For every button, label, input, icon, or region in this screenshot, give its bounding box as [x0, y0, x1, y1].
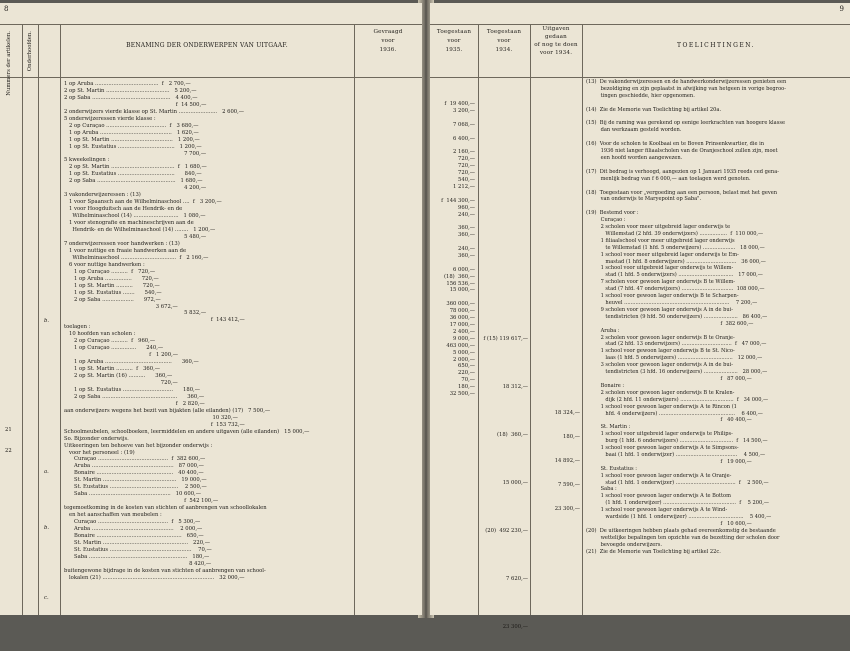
expense-line: 1 voor stenografie en machineschrijven aan de	[64, 220, 194, 227]
figure-cell: (18) 360,—	[443, 273, 475, 280]
expense-line: Curaçao .......................................... f 382 600,—	[64, 456, 206, 463]
note-line: (13) De vakonderwijzeressen en de handwerkonderwijzeressen genieten een	[586, 79, 787, 85]
note-line: (16) Voor de scholen te Koolbaai en te Boven Prinsenkwartier, die in	[586, 141, 765, 148]
note-line: (14) Zie de Memorie van Toelichting bij artikel 20a.	[586, 106, 722, 113]
note-line: 1 filiaalschool voor meer uitgebreid lager onderwijs	[586, 237, 735, 244]
note-line: f 19 000,—	[586, 458, 752, 465]
figures-spent	[530, 401, 580, 521]
note-line: dan werkzaam gesteld worden.	[586, 127, 682, 134]
expense-line: 1 op Aruba ................ 720,—	[64, 275, 159, 282]
expense-line: aan onderwijzers wegens het bezit van bijakten (alle eilanden) (17) 7 500,—	[64, 407, 271, 414]
note-line: f 87 000,—	[586, 375, 752, 382]
note-line: Curaçao :	[586, 217, 626, 224]
column-header-spent: Uitgaven gedaan of nog te doen voor 1934.	[534, 26, 578, 56]
figure-cell: 78 000,—	[449, 308, 475, 315]
header-rule-bottom	[0, 77, 422, 78]
note-line: (17) Dit bedrag is verhoogd, aangezien op 1 Januari 1935 reeds ced gena-	[586, 168, 779, 175]
figure-cell: f (15) 119 617,—	[483, 336, 528, 342]
note-line: 2 scholen voor gewoon lager onderwijs B te Oranje-	[586, 334, 735, 341]
expense-line: 2 op St. Martin (16) .......... 360,—	[64, 373, 173, 380]
figure-cell: 15 000,—	[449, 287, 475, 294]
note-line: wettelijke bepalingen ten opzichte van de bezetting der scholen door	[586, 534, 780, 541]
page-number: 9	[839, 5, 844, 13]
figure-cell: 14 892,—	[554, 458, 580, 464]
expense-line: 3 672,—	[64, 303, 178, 310]
figure-cell: 2 000,—	[453, 356, 475, 363]
note-line: 1 school voor uitgebreid lager onderwijs te Philips-	[586, 431, 733, 438]
figure-cell: 70,—	[461, 377, 475, 384]
note-line: Willemstad (2 hfd. 39 onderwijzers) ................. f 110 000,—	[586, 230, 764, 237]
figure-cell	[430, 142, 475, 149]
note-line: 1936 niet langer filiaalscholen van de Oranjeschool zullen zijn, moet	[586, 148, 778, 155]
expense-line: Schoolmeubelen, schoolboeken, leermiddelen en andere uitgaven (alle eilanden) 15 000,—	[64, 428, 310, 435]
page-number: 8	[4, 5, 9, 13]
note-line: mastad (1 hfd. 8 onderwijzers) ............................... 36 000,—	[586, 258, 766, 265]
figure-cell: 3 200,—	[449, 107, 475, 114]
expense-line: So. Bijzonder onderwijs.	[64, 435, 129, 442]
figure-cell: 720,—	[458, 170, 475, 177]
figure-cell: 650,—	[458, 363, 475, 370]
figure-cell: 463 000,—	[446, 342, 475, 349]
figure-cell: 18 312,—	[502, 384, 528, 390]
expense-line: f 542 100,—	[64, 498, 219, 505]
expense-line: Bonaire ................................................... 650,—	[64, 532, 204, 539]
figure-cell: f 19 400,—	[444, 101, 475, 107]
expense-line: 1 op St. Eustatius .................................. 840,—	[64, 171, 202, 178]
figure-cell: 7 620,—	[506, 576, 528, 582]
expense-line: 5 832,—	[64, 310, 207, 317]
note-line: hfd. 4 onderwijzers) ............................................... 6 400,—	[586, 410, 763, 417]
expense-line: 2 onderwijzers vierde klasse op St. Martin ....................... 2 600,—	[64, 108, 245, 115]
expense-line: buitengewone bijdrage in de kosten van stichten of aanbrengen van school-	[64, 567, 266, 574]
note-line: 1 school voor gewoon lager onderwijs A te Wind-	[586, 507, 728, 514]
note-line: (1 hfd. 1 onderwijzer) ............................................. f 5 200,—	[586, 500, 769, 507]
expense-line: f 153 732,—	[64, 421, 245, 428]
note-line: 2 scholen voor gewoon lager onderwijs B te Kralen-	[586, 389, 735, 396]
figure-cell: 360 000,—	[446, 301, 475, 308]
article-number: 22	[5, 448, 12, 454]
expense-line: 1 op Aruba ...................................... f 2 700,—	[64, 81, 191, 87]
figure-cell: 360,—	[458, 225, 475, 232]
note-line: van onderwijs te Maryepoint op Saba".	[586, 196, 702, 203]
figure-cell: 9 000,—	[453, 335, 475, 342]
figure-cell: 6 400,—	[453, 135, 475, 142]
column-header-1935: Toegestaan voor 1935.	[436, 29, 472, 53]
expense-line: 5 onderwijzeressen vierde klasse :	[64, 115, 156, 122]
note-line: f 382 600,—	[586, 320, 754, 327]
figure-cell: (18) 360,—	[496, 432, 528, 438]
header-rule-top	[0, 24, 422, 25]
note-line: 1 school voor gewoon lager onderwijs A te Simpsons-	[586, 445, 739, 452]
figures-1934	[478, 315, 528, 651]
expense-line: 1 op St. Martin .......... 720,—	[64, 282, 160, 289]
note-line: te Willemstad (1 hfd. 5 onderwijzers) .................... 18 000,—	[586, 244, 765, 251]
figure-cell: 36 000,—	[449, 315, 475, 322]
expense-line: 1 op St. Martin ..................................... 1 200,—	[64, 136, 200, 143]
note-line: stad (1 hfd. 1 onderwijzer) ..................................... f 2 500,—	[586, 479, 769, 486]
figure-cell	[430, 218, 475, 225]
expense-lines	[64, 81, 309, 582]
figure-cell: 17 000,—	[449, 322, 475, 328]
expense-line: 1 op St. Eustatius ....... 540,—	[64, 289, 162, 296]
subhead-label: b.	[44, 525, 50, 531]
note-line: 1 school voor gewoon lager onderwijs B te Scharpen-	[586, 293, 739, 300]
left-page	[0, 3, 422, 615]
figures-1935	[430, 101, 475, 398]
figure-cell: 23 300,—	[554, 506, 580, 512]
expense-line: St. Martin ................................................... 220,—	[64, 539, 210, 546]
expense-line: Saba ........................................................... 180,—	[64, 553, 210, 560]
expense-line: 1 voor Spaansch aan de Wilhelminaschool .... f 3 200,—	[64, 199, 222, 206]
note-line: 9 scholen voor gewoon lager onderwijs A in de bui-	[586, 306, 733, 313]
figure-cell: 7 068,—	[453, 121, 475, 128]
note-line: f 40 400,—	[586, 417, 752, 424]
expense-line: 8 420,—	[64, 560, 212, 567]
figure-cell: 1 212,—	[453, 183, 475, 190]
expense-line: f 1 200,—	[64, 352, 179, 359]
figure-cell: 6 000,—	[453, 266, 475, 273]
subhead-label: b.	[44, 318, 50, 324]
figure-cell	[430, 191, 475, 198]
figure-cell: 960,—	[458, 204, 475, 211]
column-header-notes: TOELICHTINGEN.	[676, 42, 756, 49]
expense-line: 2 op Saba ............................................... 1 680,—	[64, 178, 203, 185]
note-line: tendistricten (3 hfd. 16 onderwijzers) ..................... 28 000,—	[586, 369, 768, 376]
figure-cell: 240,—	[458, 211, 475, 218]
expense-line: f 14 500,—	[64, 101, 207, 108]
expense-line: 1 voor Hoogduitsch aan de Hendrik- en de	[64, 206, 183, 213]
figure-cell: (20) 492 230,—	[485, 528, 528, 534]
expense-line: f 2 820,—	[64, 400, 205, 407]
note-line: 1 school voor gewoon lager onderwijs A te Oranje-	[586, 472, 732, 479]
column-header-1934: Toegestaan voor 1934.	[486, 29, 522, 53]
expense-line: 2 op Curaçao .................................... f 3 680,—	[64, 122, 199, 129]
figure-cell: 15 000,—	[502, 480, 528, 486]
column-header-subject: BENAMING DER ONDERWERPEN VAN UITGAAF.	[126, 42, 288, 49]
note-line	[586, 183, 786, 190]
expense-line: 1 op Aruba ........................................ 360,—	[64, 359, 199, 366]
note-line: stad (2 hfd. 13 onderwijzers) ............................... f 47 000,—	[586, 341, 767, 348]
note-line: St. Eustatius :	[586, 465, 637, 472]
note-line: menlijk bedrag van f 6 000,— aan toelagen werd genoten.	[586, 175, 751, 182]
column-header-requested: Gevraagd voor 1936.	[373, 29, 403, 53]
subhead-label: c.	[44, 595, 49, 601]
expense-line: St. Eustatius ................................................. 70,—	[64, 546, 212, 553]
right-page	[430, 3, 850, 630]
expense-line: St. Eustatius ......................................... 2 500,—	[64, 484, 207, 491]
note-line: Bonaire :	[586, 382, 625, 389]
note-line: 1 school voor uitgebreid lager onderwijs te Willem-	[586, 265, 734, 272]
note-line: 7 scholen voor gewoon lager onderwijs B te Willem-	[586, 279, 736, 286]
note-line: St. Martin :	[586, 424, 631, 431]
figure-cell: f 144 300,—	[441, 197, 475, 204]
note-line: heuvel ................................................................. 7 200,—	[586, 300, 758, 306]
figure-cell: 180,—	[458, 384, 475, 391]
expense-line: 1 op St. Martin .......... f 360,—	[64, 366, 161, 373]
note-line: laas (1 hfd. 5 onderwijzers) .................................. 12 000,—	[586, 355, 763, 362]
note-line: wardside (1 hfd. 1 onderwijzer) .................................. 5 400,—	[586, 514, 772, 521]
subhead-label: a.	[44, 469, 49, 475]
expense-line: Bonaire .............................................. 40 400,—	[64, 470, 204, 477]
expense-line: 1 voor nuttige en fraaie handwerken aan de	[64, 247, 187, 254]
figure-cell: 23 300,—	[502, 624, 528, 630]
column-header-subheads: Onderhoofden.	[27, 31, 33, 72]
note-line: bezoldiging en zijn geplaatst in afwijking van hetgeen in vorige begroo-	[586, 85, 786, 92]
article-number: 21	[5, 427, 12, 433]
note-line: burg (1 hfd. 6 onderwijzers) ................................. f 14 500,—	[586, 438, 768, 445]
note-line: bevoegde onderwijzers.	[586, 541, 662, 548]
expense-line: voor het personeel : (19)	[64, 449, 135, 456]
note-line: 2 scholen voor meer uitgebreid lager onderwijs te	[586, 224, 731, 231]
expense-line: Wilhelminaschool ................................. f 2 160,—	[64, 254, 209, 261]
note-line: 1 school voor gewoon lager onderwijs B te St. Nico-	[586, 348, 735, 355]
figure-cell: 2 160,—	[453, 149, 475, 156]
expense-line: Uitkeeringen ten behoeve van het bijzonder onderwijs :	[64, 442, 213, 449]
expense-line: 2 op Curaçao .......... f 960,—	[64, 338, 156, 345]
figure-cell: 18 324,—	[554, 410, 580, 416]
expense-line: 5 kweekelingen :	[64, 157, 110, 164]
figure-cell: 720,—	[458, 156, 475, 163]
expense-line: 1 op Curaçao ............... 240,—	[64, 345, 164, 352]
expense-line: Aruba ................................................. 2 000,—	[64, 526, 203, 532]
expense-line: 4 200,—	[64, 185, 207, 192]
expense-line: 2 op St. Martin ...................................... f 1 680,—	[64, 164, 207, 171]
expense-line: 1 op St. Eustatius .............................. 180,—	[64, 386, 200, 393]
expense-line: St. Martin ............................................ 19 000,—	[64, 477, 207, 484]
figure-cell: 360,—	[458, 252, 475, 259]
figure-cell: 180,—	[563, 434, 580, 440]
figure-cell: 720,—	[458, 163, 475, 170]
expense-line: Aruba ................................................. 87 000,—	[64, 463, 204, 470]
figure-cell	[430, 239, 475, 246]
figure-cell: 32 500,—	[449, 391, 475, 398]
expense-line: lokalen (21) ................................................................... 32 000,—	[64, 574, 245, 581]
expense-line: 2 op St. Martin ...................................... 5 200,—	[64, 87, 197, 94]
note-line: (20) De uitkeeringen hebben plaats gehad overeenkomstig de bestaande	[586, 527, 776, 534]
figure-cell: 5 000,—	[453, 349, 475, 356]
note-line: (15) Bij de raming was gerekend op eenige leerkrachten van hoogere klasse	[586, 120, 785, 127]
note-line: een hoofd worden aangewezen.	[586, 154, 683, 161]
figure-cell	[430, 115, 475, 122]
expense-line: 7 onderwijzeressen voor handwerken : (13)	[64, 240, 180, 247]
figure-cell	[430, 294, 475, 301]
expense-line: Saba ................................................. 10 600,—	[64, 491, 201, 498]
expense-line: tegemoetkoming in de kosten van stichten of aanbrengen van schoollokalen	[64, 505, 267, 512]
expense-line: 1 op Curaçao .......... f 720,—	[64, 268, 156, 275]
note-line	[586, 162, 786, 169]
note-line: stad (7 hfd. 47 onderwijzers) ................................ 108 000,—	[586, 286, 765, 293]
expense-line: 1 op St. Eustatius .................................. 1 200,—	[64, 143, 202, 150]
expense-line: 7 700,—	[64, 150, 207, 157]
note-line: (21) Zie de Memorie van Toelichting bij artikel 22c.	[586, 548, 721, 555]
figure-cell	[430, 260, 475, 267]
expense-line: en het aanschaffen van meubelen :	[64, 512, 162, 519]
note-line: dijk (2 hfd. 11 onderwijzers) ................................. f 34 000,—	[586, 396, 769, 403]
figure-cell: 156 536,—	[446, 280, 475, 287]
note-line: (18) Toegestaan voor „vergoeding aan een persoon, belast met het geven	[586, 189, 778, 196]
figure-cell: 220,—	[458, 370, 475, 377]
expense-line: 5 480,—	[64, 233, 207, 240]
expense-line: 6 voor nuttige handwerken :	[64, 261, 145, 268]
note-line: Saba :	[586, 486, 617, 493]
note-line: 1 school voor gewoon lager onderwijs A te Bottom	[586, 493, 731, 500]
expense-line: 2 op Saba ............................................... 4 400,—	[64, 94, 198, 101]
note-line: f 10 600,—	[586, 521, 752, 527]
expense-line: 2 op Saba ................... 972,—	[64, 296, 161, 303]
expense-line: Curaçao .......................................... f 5 300,—	[64, 519, 201, 526]
note-line	[586, 100, 786, 107]
note-line: 3 scholen voor gewoon lager onderwijs A in de bui-	[586, 362, 733, 369]
expense-line: toelagen :	[64, 324, 91, 331]
note-line: tingen geschiedde, hier opgenomen.	[586, 92, 695, 99]
note-line: 1 school voor gewoon lager onderwijs A te Rincon (1	[586, 403, 737, 410]
figure-cell: 360,—	[458, 232, 475, 239]
expense-line: 3 vakonderwijzeressen : (13)	[64, 192, 141, 199]
expense-line: 1 op Aruba ........................................... 1 620,—	[64, 129, 199, 136]
expense-line: 10 hoofden van scholen :	[64, 331, 136, 338]
expense-line: 2 op Saba ............................................. 360,—	[64, 393, 205, 400]
note-line: (19) Bestemd voor :	[586, 210, 639, 217]
expense-line: Hendrik- en de Wilhelminaschool (14) ........ 1 200,—	[64, 227, 216, 234]
expense-line: 720,—	[64, 379, 178, 386]
column-header-articles: Nummers der artikelen.	[6, 31, 12, 96]
figure-cell: 240,—	[458, 246, 475, 253]
notes-lines	[586, 79, 786, 556]
note-line: tendistricten (9 hfd. 50 onderwijzers) ..................... 86 400,—	[586, 313, 768, 320]
figure-cell: 2 400,—	[453, 328, 475, 335]
expense-line: f 143 412,—	[64, 317, 245, 324]
expense-line: 10 320,—	[64, 414, 238, 421]
figure-cell: 540,—	[458, 176, 475, 183]
note-line: stad (1 hfd. 5 onderwijzers) .................................. 17 000,—	[586, 272, 763, 279]
note-line: Aruba :	[586, 327, 620, 334]
figure-cell: 7 590,—	[558, 482, 580, 488]
expense-line: Wilhelminaschool (14) ........................... 1 080,—	[64, 213, 206, 220]
figure-cell	[430, 129, 475, 136]
note-line: 1 school voor meer uitgebreid lager onderwijs te Em-	[586, 251, 739, 258]
note-line: baai (1 hfd. 1 onderwijzer) ...................................... 4 500,—	[586, 451, 766, 458]
